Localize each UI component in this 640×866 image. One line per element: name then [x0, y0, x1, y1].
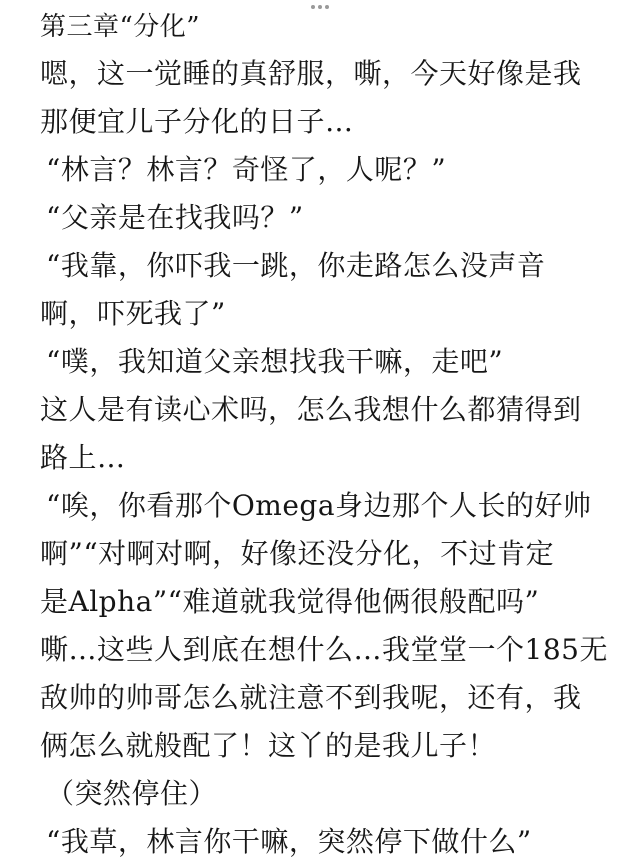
text-line: “林言？林言？奇怪了，人呢？” — [46, 153, 447, 186]
text-line: “噗，我知道父亲想找我干嘛，走吧” — [46, 345, 504, 378]
text-line: 那便宜儿子分化的日子… — [40, 105, 354, 138]
text-line: “唉，你看那个Omega身边那个人长的好帅 — [46, 489, 592, 522]
text-line: 啊”“对啊对啊，好像还没分化，不过肯定 — [40, 537, 555, 570]
reader-page — [40, 4, 608, 866]
text-line: 嗯，这一觉睡的真舒服，嘶，今天好像是我 — [40, 57, 582, 90]
text-line: 路上… — [40, 441, 126, 474]
chapter-title: 第三章“分化” — [40, 12, 201, 42]
text-line: “父亲是在找我吗？” — [46, 201, 304, 234]
text-line: 这人是有读心术吗，怎么我想什么都猜得到 — [40, 393, 582, 426]
text-line: “我草，林言你干嘛，突然停下做什么” — [46, 825, 532, 858]
text-line: 是Alpha”“难道就我觉得他俩很般配吗” — [40, 585, 540, 618]
text-line: 俩怎么就般配了！这丫的是我儿子！ — [40, 729, 497, 762]
text-line: （突然停住） — [46, 777, 218, 810]
text-line: 啊，吓死我了” — [40, 297, 226, 330]
text-line: “我靠，你吓我一跳，你走路怎么没声音 — [46, 249, 546, 282]
text-line: 嘶…这些人到底在想什么…我堂堂一个185无 — [40, 633, 608, 666]
text-line: 敌帅的帅哥怎么就注意不到我呢，还有，我 — [40, 681, 582, 714]
